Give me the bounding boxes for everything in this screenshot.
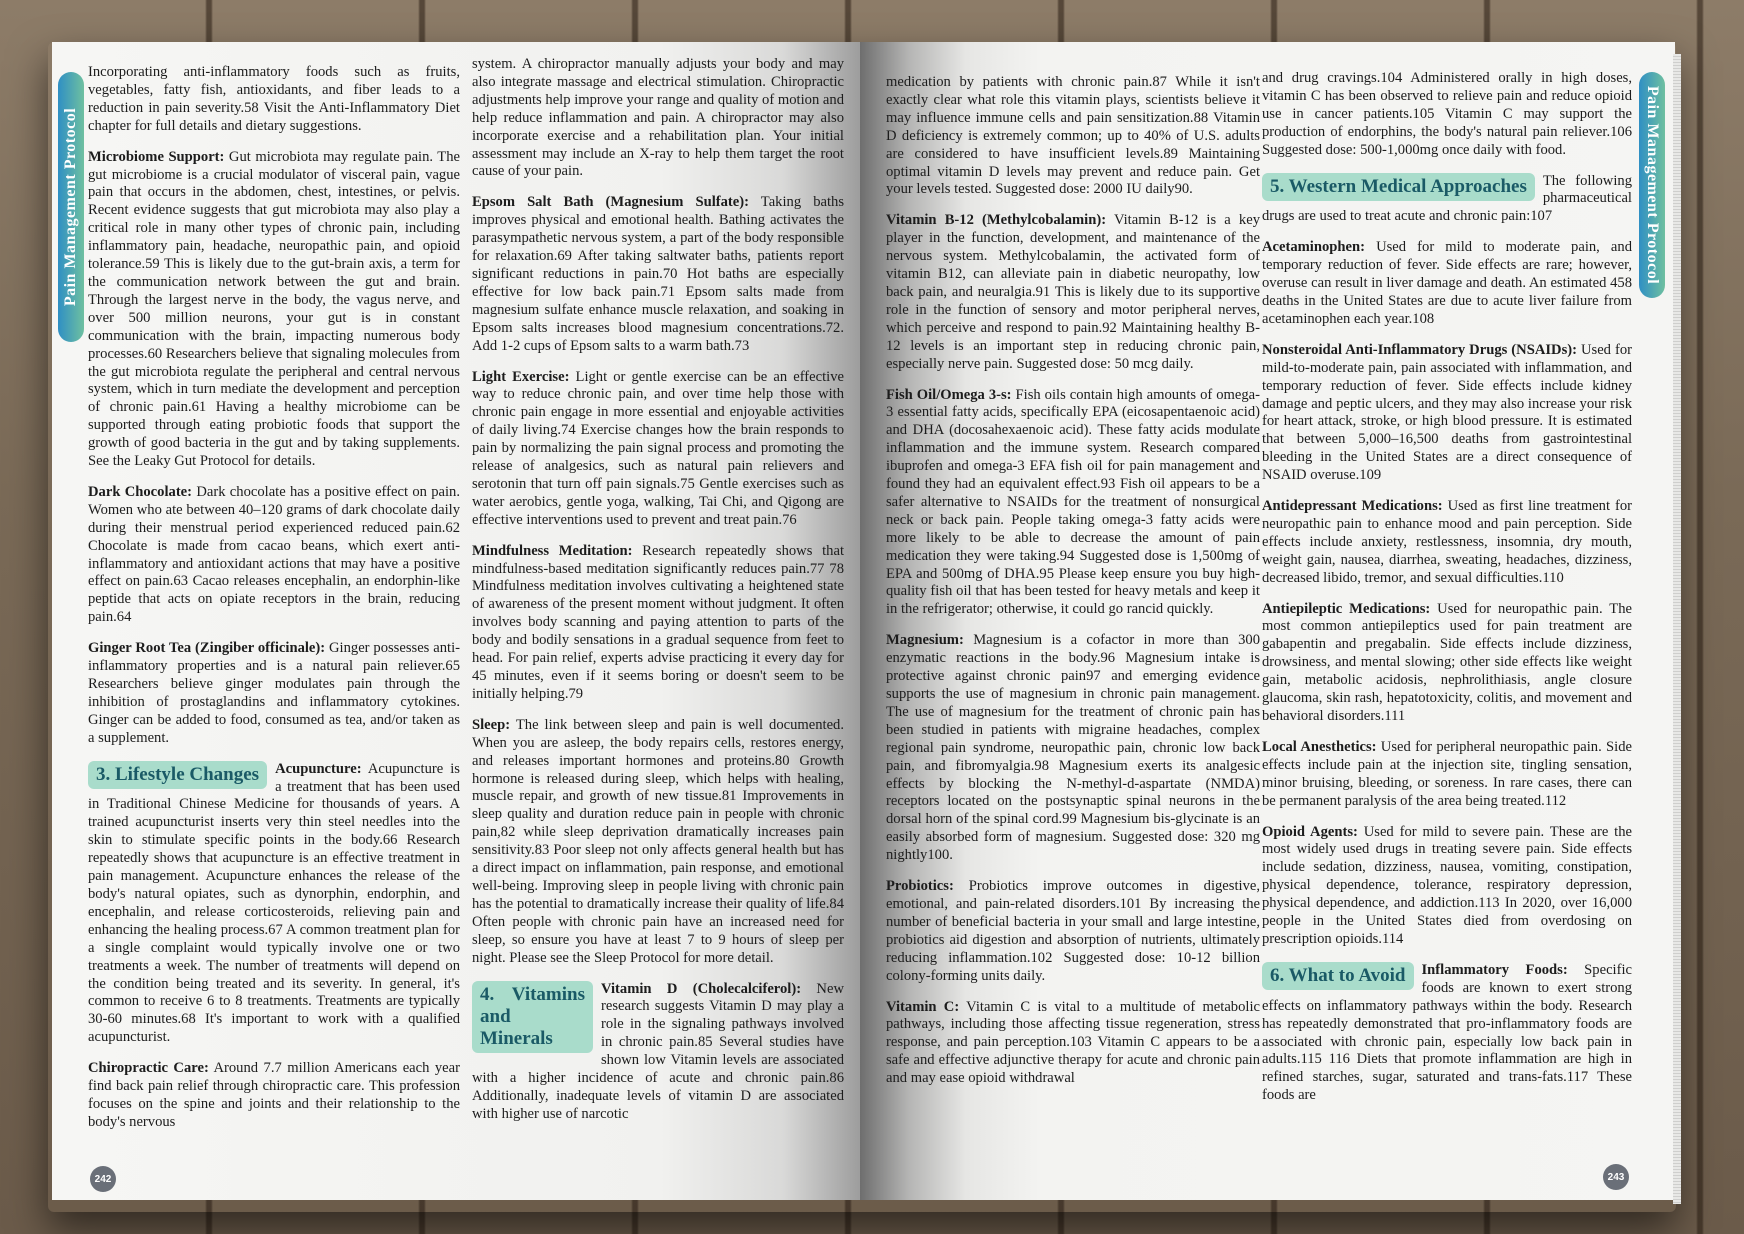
text-chocolate: Dark chocolate has a positive effect on pain. Women who ate between 40–120 grams of dark chocolate daily during their menstrual period experienced reduced pain.62 Chocolate is made from cacao beans, which exert anti-inflammatory and antioxidant actions that may have a positive effect on pain.63 Cacao releases encephalin, an endorphin-like peptide that acts on opiate receptors in the brain, reducing pain.64 (88, 483, 460, 626)
heading-acupuncture: Acupuncture: (275, 760, 362, 777)
heading-magnesium: Magnesium: (886, 632, 964, 649)
column-2 (472, 56, 844, 1137)
paragraph-antiepileptic (1262, 601, 1632, 726)
text-antiepileptic: Used for neuropathic pain. The most common antiepileptics used for pain treatment are gabapentin and pregabalin. Side effects include dizziness, drowsiness, and mental slowing; other side effects like weight gain, metabolic acidosis, nephrolithiasis, angle closure glaucoma, skin rash, hepatotoxicity, colitis, and movement and behavioral disorders.111 (1262, 600, 1632, 724)
left-side-tab (58, 72, 84, 342)
paragraph-probiotics (886, 878, 1260, 985)
heading-vitamin-d: Vitamin D (Cholecalciferol): (601, 980, 802, 997)
heading-local-anesthetics: Local Anesthetics: (1262, 738, 1377, 755)
text-local-anesthetics: Used for peripheral neuropathic pain. Side effects include pain at the injection site, tingling sensation, minor bruising, bleeding, or soreness. In rare cases, there can be permanent paralysis of the area being treated.112 (1262, 738, 1632, 809)
paragraph-local-anesthetics (1262, 739, 1632, 811)
heading-opioid: Opioid Agents: (1262, 823, 1358, 840)
heading-vitamin-c: Vitamin C: (886, 998, 960, 1015)
page-number-left: 242 (90, 1166, 116, 1192)
text-acetaminophen: Used for mild to moderate pain, and temporary reduction of fever. Side effects are rare; however, overuse can result in liver damage and death. An estimated 458 deaths in the United States are due to acute liver failure from acetaminophen each year.108 (1262, 239, 1632, 327)
paragraph-microbiome (88, 149, 460, 471)
heading-acetaminophen: Acetaminophen: (1262, 239, 1365, 256)
paragraph-mindfulness (472, 543, 844, 704)
paragraph-ginger (88, 640, 460, 747)
heading-microbiome: Microbiome Support: (88, 148, 225, 165)
right-side-tab (1639, 72, 1665, 298)
section-what-to-avoid: 6. What to Avoid (1262, 962, 1414, 990)
text-b12: Vitamin B-12 is a key player in the function, development, and maintenance of the nervous system. Methylcobalamin, the activated form of vitamin B12, can alleviate pain in diabetic neuropathy, low back pain, and neuralgia.91 This is likely due to its supportive role in the function of sensory and motor peripheral nerves, which perceive and respond to pain.92 Maintaining healthy B-12 levels is an important step in reducing chronic pain, especially nerve pain. Suggested dose: 50 mcg daily. (886, 212, 1260, 372)
heading-probiotics: Probiotics: (886, 878, 954, 895)
page-number-right: 243 (1603, 1164, 1629, 1190)
text-vitamin-c: Vitamin C is vital to a multitude of metabolic pathways, including those affecting tissue regeneration, stress response, and pain perception.103 Vitamin C appears to be a safe and effective adjunctive therapy for acute and chronic pain and may ease opioid withdrawal (886, 998, 1260, 1087)
heading-inflammatory-foods: Inflammatory Foods: (1421, 961, 1568, 978)
heading-b12: Vitamin B-12 (Methylcobalamin): (886, 212, 1107, 229)
paragraph-vitamin-d (472, 981, 844, 1124)
text-magnesium: Magnesium is a cofactor in more than 300 enzymatic reactions in the body.96 Magnesium intake is protective against chronic pain97 and emerging evidence supports the use of magnesium in chronic pain management. The use of magnesium for the treatment of chronic pain has been studied in patients with migraine headaches, complex regional pain syndrome, neuropathic pain, chronic low back pain, and fibromyalgia.98 Magnesium exerts its analgesic effects by blocking the N-methyl-d-aspartate (NMDA) receptors located on the postsynaptic spinal neurons in the dorsal horn of the spinal cord.99 Magnesium bis-glycinate is an easily absorbed form of magnesium. Suggested dose: 320 mg nightly100. (886, 632, 1260, 864)
paragraph-chiro-cont: system. A chiropractor manually adjusts your body and may also integrate massage and electrical stimulation. Chiropractic adjustments help improve your range and quality of motion and help reduce inflammation and pain. A chiropractor may also incorporate exercise and a rehabilitation plan. Your initial assessment may include an X-ray to help them target the root cause of your pain. (472, 56, 844, 180)
text-probiotics: Probiotics improve outcomes in digestive, emotional, and pain-related disorders.101 By increasing the number of beneficial bacteria in your small and large intestine, probiotics aid digestion and absorption of nutrients, ultimately reducing inflammation.102 Suggested dose: 10-12 billion colony-forming units daily. (886, 878, 1260, 984)
heading-mindfulness: Mindfulness Meditation: (472, 542, 633, 559)
text-microbiome: Gut microbiota may regulate pain. The gut microbiome is a crucial modulator of visceral pain, vague pain that occurs in the abdomen, chest, intestines, or pelvis. Recent evidence suggests that gut microbiota may also play a critical role in many other types of chronic pain, including inflammatory pain, headache, neuropathic pain, and opioid tolerance.59 This is likely due to the gut-brain axis, a term for the communication network between the gut and brain. Through the largest nerve in the body, the vagus nerve, and over 500 million neurons, your gut is in constant communication with the brain, impacting numerous body processes.60 Researchers believe that signaling molecules from the gut microbiota regulate the peripheral and central nervous system, which in turn mediate the development and perception of chronic pain.61 Having a healthy microbiome can be supported through eating probiotic foods that support the growth of good bacteria in the gut and by taking supplements. See the Leaky Gut Protocol for details. (88, 148, 460, 470)
text-chiropractic: Around 7.7 million Americans each year find back pain relief through chiropractic care. This profession focuses on the spine and joints and their relationship to the body's nervous (88, 1060, 460, 1130)
paragraph-inflammatory-foods (1262, 962, 1632, 1105)
text-western-intro: The following pharmaceutical drugs are used to treat acute and chronic pain:107 (1262, 172, 1632, 225)
heading-chocolate: Dark Chocolate: (88, 483, 193, 500)
paragraph-intro: Incorporating anti-inflammatory foods such as fruits, vegetables, fatty fish, antioxidants, and fiber leads to a reduction in pain severity.58 Visit the Anti-Inflammatory Diet chapter for full details and dietary suggestions. (88, 64, 460, 134)
paragraph-exercise (472, 369, 844, 530)
heading-fish-oil: Fish Oil/Omega 3-s: (886, 386, 1012, 403)
heading-sleep: Sleep: (472, 716, 511, 733)
heading-ginger: Ginger Root Tea (Zingiber officinale): (88, 640, 326, 657)
heading-chiropractic: Chiropractic Care: (88, 1060, 209, 1077)
left-side-tab-label: Pain Management Protocol (62, 107, 79, 307)
heading-exercise: Light Exercise: (472, 368, 570, 385)
heading-nsaids: Nonsteroidal Anti-Inflammatory Drugs (NSAIDs): (1262, 341, 1577, 358)
text-exercise: Light or gentle exercise can be an effective way to reduce chronic pain, and over time help those with chronic pain engage in more essential and enjoyable activities of daily living.74 Exercise changes how the brain responds to pain by normalizing the pain signal process and promoting the release of analgesics, such as natural pain relievers and serotonin that turn off pain signals.75 Gentle exercises such as water aerobics, gentle yoga, walking, Tai Chi, and Qigong are effective interventions used to prevent and treat pain.76 (472, 368, 844, 528)
paragraph-antidepressant (1262, 498, 1632, 588)
paragraph-opioid (1262, 824, 1632, 949)
section-vitamins-minerals: 4. Vitamins and Minerals (472, 981, 593, 1053)
paragraph-nsaids (1262, 342, 1632, 485)
right-page (860, 42, 1675, 1200)
text-antidepressant: Used as first line treatment for neuropathic pain to enhance mood and pain perception. Side effects include anxiety, restlessness, insomnia, dry mouth, weight gain, nausea, diarrhea, sweating, headaches, dizziness, decreased libido, tremor, and sexual difficulties.110 (1262, 498, 1632, 586)
section-western-medical: 5. Western Medical Approaches (1262, 173, 1535, 201)
right-page-edge (1673, 54, 1681, 1204)
paragraph-chocolate (88, 484, 460, 627)
text-nsaids: Used for mild-to-moderate pain, pain associated with inflammation, and temporary reduction of fever. Side effects include kidney damage and peptic ulcers, and they may also increase your risk for heart attack, stroke, or high blood pressure. It is estimated that between 5,000–16,500 deaths from gastrointestinal bleeding in the United States are a direct consequence of NSAID overuse.109 (1262, 341, 1633, 484)
column-4 (1262, 70, 1632, 1118)
text-acupuncture: Acupuncture is a treatment that has been used in Traditional Chinese Medicine for thousands of years. A trained acupuncturist inserts very thin steel needles into the skin to stimulate specific points in the body.66 Research repeatedly shows that acupuncture is an effective treatment in pain management. Acupuncture enhances the release of the body's natural opiates, such as dynorphin, endorphin, and encephalin, and release corticosteroids, relieving pain and enhancing the healing process.67 A common treatment plan for a single complaint would typically involve one or two treatments a week. The number of treatments will depend on the condition being treated and its severity. In general, it's common to receive 6 to 8 treatments. Treatments are typically 30-60 minutes.68 It's important to work with a qualified acupuncturist. (88, 760, 460, 1046)
paragraph-b12 (886, 212, 1260, 373)
text-mindfulness: Research repeatedly shows that mindfulness-based meditation significantly reduces pain.77 78 Mindfulness meditation involves cultivating a heightened state of awareness of the present moment without judgment. It often involves body scanning and paying attention to parts of the body and bodily sensations in a gradual sequence from feet to head. For pain relief, experts advise practicing it every day for 45 minutes, even if it seems boring or doesn't seem to be initially helping.79 (472, 542, 844, 702)
text-sleep: The link between sleep and pain is well documented. When you are asleep, the body repairs cells, restores energy, and releases important hormones and proteins.80 Growth hormone is released during sleep, which helps with healing, muscle repair, and growth of new tissue.81 Improvements in sleep quality and duration reduce pain in people with chronic pain,82 while sleep deprivation dramatically increases pain sensitivity.83 Poor sleep not only affects general health but has a direct impact on inflammation, pain response, and emotional well-being. Improving sleep in people living with chronic pain has the potential to dramatically increase their quality of life.84 Often people with chronic pain have an increased need for sleep, so ensure you have at least 7 to 9 hours of sleep per night. Please see the Sleep Protocol for more detail. (472, 716, 844, 966)
paragraph-fish-oil (886, 387, 1260, 620)
text-vitamin-d: New research suggests Vitamin D may play a role in the signaling pathways involved in chronic pain.85 Several studies have shown low Vitamin levels are associated with a higher incidence of acute and chronic pain.86 Additionally, inadequate levels of vitamin D are associated with higher use of narcotic (472, 980, 844, 1122)
paragraph-acetaminophen (1262, 239, 1632, 329)
paragraph-vitamin-d-cont: medication by patients with chronic pain.87 While it isn't exactly clear what role this vitamin plays, scientists believe it may influence immune cells and pain sensitization.88 Vitamin D deficiency is extremely common; up to 40% of U.S. adults are considered to have insufficient levels.89 Maintaining optimal vitamin D levels may prevent and reduce pain. Get your levels tested. Suggested dose: 2000 IU daily90. (886, 74, 1260, 198)
heading-epsom: Epsom Salt Bath (Magnesium Sulfate): (472, 194, 749, 211)
paragraph-vitamin-c (886, 999, 1260, 1089)
paragraph-acupuncture (88, 761, 460, 1048)
paragraph-western-intro (1262, 173, 1632, 227)
left-page (52, 42, 864, 1200)
column-1 (88, 64, 460, 1145)
text-opioid: Used for mild to severe pain. These are the most widely used drugs in treating severe pain. Side effects include sedation, dizziness, nausea, vomiting, constipation, physical dependence, tolerance, respiratory depression, physical dependence, and addiction.113 In 2020, over 16,000 people in the United States died from overdosing on prescription opioids.114 (1262, 823, 1632, 947)
column-3 (886, 74, 1260, 1101)
paragraph-vitamin-c-cont: and drug cravings.104 Administered orally in high doses, vitamin C has been observed to relieve pain and reduce opioid use in cancer patients.105 Vitamin C may support the production of endorphins, the body's natural pain reliever.106 Suggested dose: 500-1,000mg once daily with food. (1262, 70, 1632, 158)
text-epsom: Taking baths improves physical and emotional health. Bathing activates the parasympathetic nervous system, a part of the body responsible for relaxation.69 After taking saltwater baths, patients report significant reductions in pain.70 Hot baths are especially effective for low back pain.71 Epsom salts made from magnesium sulfate enhance muscle relaxation, and soaking in Epsom salts increases blood magnesium concentrations.72. Add 1-2 cups of Epsom salts to a warm bath.73 (472, 194, 845, 354)
text-ginger: Ginger possesses anti-inflammatory properties and is a natural pain reliever.65 Researchers believe ginger modulates pain through the inhibition of prostaglandins and inflammatory cytokines. Ginger can be added to food, consumed as tea, and/or taken as a supplement. (88, 640, 460, 746)
paragraph-chiropractic (88, 1060, 460, 1132)
paragraph-sleep (472, 717, 844, 968)
right-side-tab-label: Pain Management Protocol (1644, 85, 1661, 285)
heading-antiepileptic: Antiepileptic Medications: (1262, 600, 1431, 617)
text-fish-oil: Fish oils contain high amounts of omega-3 essential fatty acids, specifically EPA (eicosapentaenoic acid) and DHA (docosahexaenoic acid). These fatty acids modulate inflammation and the immune system. Research compared ibuprofen and omega-3 EFA fish oil for pain management and found they had an equivalent effect.93 Fish oil appears to be a safer alternative to NSAIDs for the treatment of nonsurgical neck or back pain. People taking omega-3 fatty acids were more likely to be able to decrease the amount of pain medication they were taking.94 Suggested dose is 1,500mg of EPA and 500mg of DHA.95 Please keep ensure you buy high-quality fish oil that has been tested for heavy metals and keep it in the refrigerator; otherwise, it could go rancid quickly. (886, 386, 1260, 618)
heading-antidepressant: Antidepressant Medications: (1262, 498, 1443, 515)
paragraph-epsom (472, 194, 844, 355)
paragraph-magnesium (886, 632, 1260, 865)
section-lifestyle-changes: 3. Lifestyle Changes (88, 761, 267, 789)
text-inflammatory-foods: Specific foods are known to exert strong effects on inflammatory pathways within the body. Research has repeatedly demonstrated that pro-inflammatory foods are associated with chronic pain, especially low back pain in adults.115 116 Diets that promote inflammation are high in refined starches, sugar, saturated and trans-fats.117 These foods are (1262, 961, 1632, 1104)
